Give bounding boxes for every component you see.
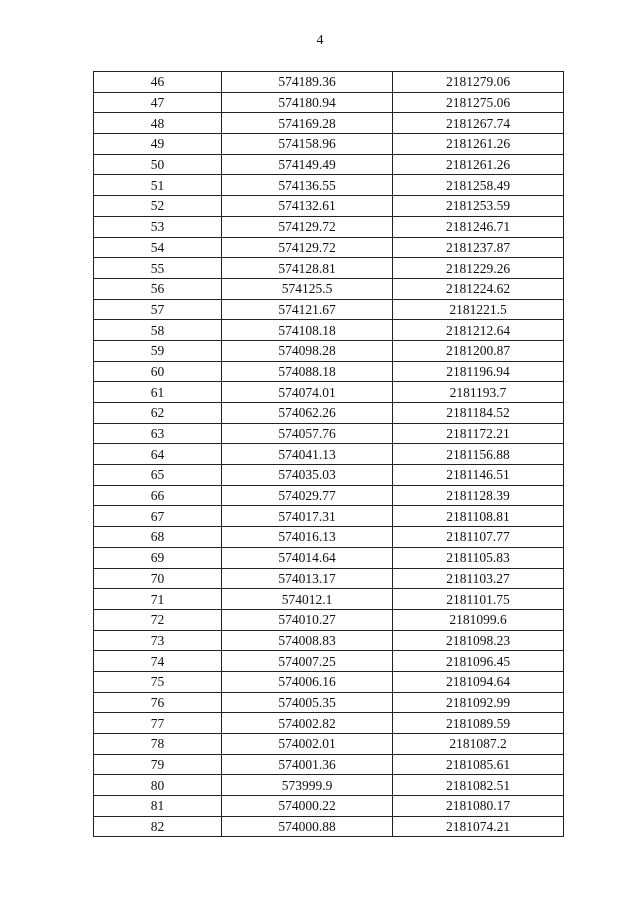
- y-coordinate-cell: 2181229.26: [393, 258, 564, 279]
- y-coordinate-cell: 2181212.64: [393, 320, 564, 341]
- y-coordinate-cell: 2181258.49: [393, 175, 564, 196]
- point-number-cell: 80: [94, 775, 222, 796]
- table-row: [94, 796, 564, 817]
- table-row: [94, 175, 564, 196]
- table-row: [94, 485, 564, 506]
- y-coordinate-cell: 2181196.94: [393, 361, 564, 382]
- x-coordinate-cell: 574002.01: [222, 734, 393, 755]
- point-number-cell: 81: [94, 796, 222, 817]
- y-coordinate-cell: 2181279.06: [393, 72, 564, 93]
- table-row: [94, 237, 564, 258]
- table-row: [94, 692, 564, 713]
- point-number-cell: 55: [94, 258, 222, 279]
- y-coordinate-cell: 2181089.59: [393, 713, 564, 734]
- x-coordinate-cell: 574169.28: [222, 113, 393, 134]
- page-number: 4: [316, 33, 324, 48]
- point-number-cell: 46: [94, 72, 222, 93]
- y-coordinate-cell: 2181098.23: [393, 630, 564, 651]
- y-coordinate-cell: 2181172.21: [393, 423, 564, 444]
- x-coordinate-cell: 573999.9: [222, 775, 393, 796]
- x-coordinate-cell: 574057.76: [222, 423, 393, 444]
- table-row: [94, 361, 564, 382]
- point-number-cell: 51: [94, 175, 222, 196]
- y-coordinate-cell: 2181261.26: [393, 154, 564, 175]
- x-coordinate-cell: 574158.96: [222, 134, 393, 155]
- table-row: [94, 506, 564, 527]
- y-coordinate-cell: 2181080.17: [393, 796, 564, 817]
- y-coordinate-cell: 2181253.59: [393, 196, 564, 217]
- point-number-cell: 65: [94, 465, 222, 486]
- y-coordinate-cell: 2181107.77: [393, 527, 564, 548]
- y-coordinate-cell: 2181156.88: [393, 444, 564, 465]
- point-number-cell: 70: [94, 568, 222, 589]
- table-row: [94, 382, 564, 403]
- y-coordinate-cell: 2181261.26: [393, 134, 564, 155]
- x-coordinate-cell: 574029.77: [222, 485, 393, 506]
- table-row: [94, 754, 564, 775]
- y-coordinate-cell: 2181193.7: [393, 382, 564, 403]
- y-coordinate-cell: 2181108.81: [393, 506, 564, 527]
- point-number-cell: 68: [94, 527, 222, 548]
- point-number-cell: 52: [94, 196, 222, 217]
- table-row: [94, 113, 564, 134]
- x-coordinate-cell: 574008.83: [222, 630, 393, 651]
- point-number-cell: 58: [94, 320, 222, 341]
- table-row: [94, 444, 564, 465]
- y-coordinate-cell: 2181237.87: [393, 237, 564, 258]
- x-coordinate-cell: 574128.81: [222, 258, 393, 279]
- table-row: [94, 403, 564, 424]
- table-row: [94, 589, 564, 610]
- point-number-cell: 47: [94, 92, 222, 113]
- y-coordinate-cell: 2181085.61: [393, 754, 564, 775]
- table-row: [94, 72, 564, 93]
- table-row: [94, 465, 564, 486]
- point-number-cell: 76: [94, 692, 222, 713]
- x-coordinate-cell: 574041.13: [222, 444, 393, 465]
- x-coordinate-cell: 574108.18: [222, 320, 393, 341]
- point-number-cell: 79: [94, 754, 222, 775]
- table-row: [94, 671, 564, 692]
- y-coordinate-cell: 2181082.51: [393, 775, 564, 796]
- x-coordinate-cell: 574016.13: [222, 527, 393, 548]
- y-coordinate-cell: 2181128.39: [393, 485, 564, 506]
- y-coordinate-cell: 2181246.71: [393, 216, 564, 237]
- table-row: [94, 134, 564, 155]
- x-coordinate-cell: 574000.88: [222, 816, 393, 837]
- x-coordinate-cell: 574129.72: [222, 237, 393, 258]
- point-number-cell: 50: [94, 154, 222, 175]
- table-row: [94, 734, 564, 755]
- coordinates-table-body: [94, 72, 564, 837]
- point-number-cell: 54: [94, 237, 222, 258]
- point-number-cell: 56: [94, 278, 222, 299]
- table-row: [94, 568, 564, 589]
- y-coordinate-cell: 2181146.51: [393, 465, 564, 486]
- point-number-cell: 69: [94, 547, 222, 568]
- x-coordinate-cell: 574007.25: [222, 651, 393, 672]
- point-number-cell: 57: [94, 299, 222, 320]
- y-coordinate-cell: 2181267.74: [393, 113, 564, 134]
- point-number-cell: 60: [94, 361, 222, 382]
- x-coordinate-cell: 574006.16: [222, 671, 393, 692]
- point-number-cell: 78: [94, 734, 222, 755]
- x-coordinate-cell: 574088.18: [222, 361, 393, 382]
- x-coordinate-cell: 574000.22: [222, 796, 393, 817]
- y-coordinate-cell: 2181099.6: [393, 609, 564, 630]
- x-coordinate-cell: 574121.67: [222, 299, 393, 320]
- point-number-cell: 49: [94, 134, 222, 155]
- table-row: [94, 216, 564, 237]
- point-number-cell: 64: [94, 444, 222, 465]
- table-row: [94, 527, 564, 548]
- point-number-cell: 66: [94, 485, 222, 506]
- x-coordinate-cell: 574074.01: [222, 382, 393, 403]
- y-coordinate-cell: 2181074.21: [393, 816, 564, 837]
- x-coordinate-cell: 574136.55: [222, 175, 393, 196]
- y-coordinate-cell: 2181096.45: [393, 651, 564, 672]
- point-number-cell: 62: [94, 403, 222, 424]
- point-number-cell: 74: [94, 651, 222, 672]
- point-number-cell: 67: [94, 506, 222, 527]
- x-coordinate-cell: 574189.36: [222, 72, 393, 93]
- y-coordinate-cell: 2181103.27: [393, 568, 564, 589]
- table-row: [94, 278, 564, 299]
- table-row: [94, 713, 564, 734]
- point-number-cell: 77: [94, 713, 222, 734]
- table-row: [94, 630, 564, 651]
- x-coordinate-cell: 574012.1: [222, 589, 393, 610]
- point-number-cell: 59: [94, 340, 222, 361]
- table-row: [94, 258, 564, 279]
- x-coordinate-cell: 574013.17: [222, 568, 393, 589]
- y-coordinate-cell: 2181087.2: [393, 734, 564, 755]
- x-coordinate-cell: 574017.31: [222, 506, 393, 527]
- point-number-cell: 72: [94, 609, 222, 630]
- x-coordinate-cell: 574014.64: [222, 547, 393, 568]
- x-coordinate-cell: 574035.03: [222, 465, 393, 486]
- table-row: [94, 651, 564, 672]
- y-coordinate-cell: 2181094.64: [393, 671, 564, 692]
- y-coordinate-cell: 2181221.5: [393, 299, 564, 320]
- y-coordinate-cell: 2181101.75: [393, 589, 564, 610]
- table-row: [94, 423, 564, 444]
- point-number-cell: 63: [94, 423, 222, 444]
- x-coordinate-cell: 574062.26: [222, 403, 393, 424]
- point-number-cell: 73: [94, 630, 222, 651]
- x-coordinate-cell: 574149.49: [222, 154, 393, 175]
- x-coordinate-cell: 574005.35: [222, 692, 393, 713]
- y-coordinate-cell: 2181105.83: [393, 547, 564, 568]
- y-coordinate-cell: 2181200.87: [393, 340, 564, 361]
- table-row: [94, 775, 564, 796]
- table-row: [94, 154, 564, 175]
- table-row: [94, 299, 564, 320]
- table-row: [94, 196, 564, 217]
- table-row: [94, 320, 564, 341]
- table-row: [94, 609, 564, 630]
- point-number-cell: 48: [94, 113, 222, 134]
- y-coordinate-cell: 2181092.99: [393, 692, 564, 713]
- point-number-cell: 71: [94, 589, 222, 610]
- point-number-cell: 53: [94, 216, 222, 237]
- point-number-cell: 61: [94, 382, 222, 403]
- table-row: [94, 547, 564, 568]
- x-coordinate-cell: 574002.82: [222, 713, 393, 734]
- x-coordinate-cell: 574125.5: [222, 278, 393, 299]
- x-coordinate-cell: 574098.28: [222, 340, 393, 361]
- table-row: [94, 92, 564, 113]
- coordinates-table: [93, 71, 564, 837]
- point-number-cell: 75: [94, 671, 222, 692]
- point-number-cell: 82: [94, 816, 222, 837]
- y-coordinate-cell: 2181224.62: [393, 278, 564, 299]
- x-coordinate-cell: 574001.36: [222, 754, 393, 775]
- y-coordinate-cell: 2181275.06: [393, 92, 564, 113]
- x-coordinate-cell: 574180.94: [222, 92, 393, 113]
- table-row: [94, 816, 564, 837]
- y-coordinate-cell: 2181184.52: [393, 403, 564, 424]
- x-coordinate-cell: 574010.27: [222, 609, 393, 630]
- x-coordinate-cell: 574129.72: [222, 216, 393, 237]
- table-row: [94, 340, 564, 361]
- x-coordinate-cell: 574132.61: [222, 196, 393, 217]
